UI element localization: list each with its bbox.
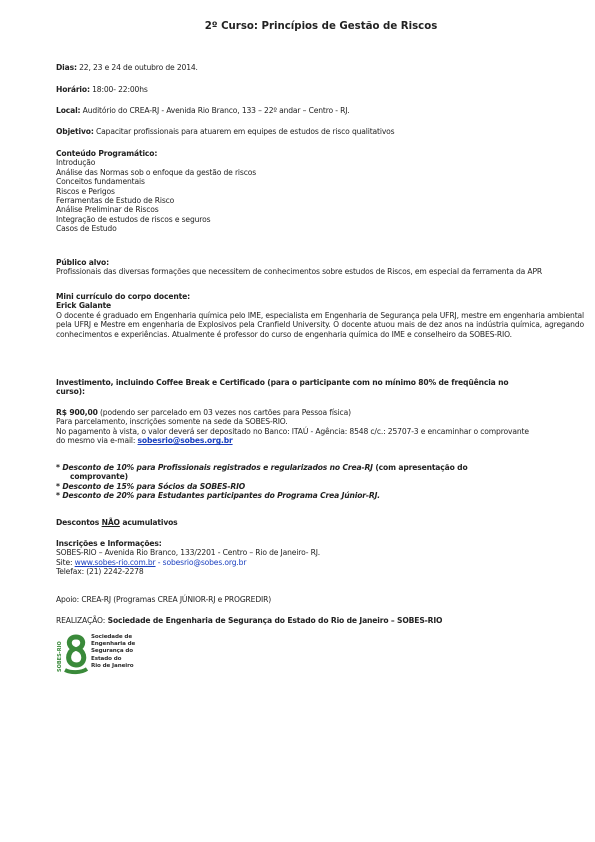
horario-label: Horário: [56,85,90,94]
conteudo-item: Introdução [56,158,96,168]
investimento-heading-line2: curso): [56,387,85,397]
investimento-heading-line1: Investimento, incluindo Coffee Break e Certificado (para o participante com no mínimo 80% de freqüência no [56,378,509,387]
curriculo-heading [56,292,190,311]
desconto-1-cont: comprovante) [70,472,128,482]
curriculo-text: O docente é graduado em Engenharia química pelo IME, especialista em Engenharia de Segurança pela UFRJ, mestre em engenharia ambiental pela UFRJ e Mestre em engenharia de Explosivos pela Cranfield University. O docente atuou mais de dez anos na indústria química, agregando conhecimentos e experiências. Atualmente é professor do curso de engenharia química do IME e conselheiro da SOBES-RIO. [56,311,584,339]
local-line [56,106,350,115]
conteudo-item: Ferramentas de Estudo de Risco [56,196,175,206]
page-title: 2º Curso: Princípios de Gestão de Riscos [204,21,438,32]
logo-line: Segurança do [91,648,134,655]
descontos-nao-acumulativos [56,518,178,527]
apoio-line: Apoio: CREA-RJ (Programas CREA JÚNIOR-RJ e PROGREDIR) [56,595,272,604]
conteudo-item: Conceitos fundamentais [56,177,145,187]
local-label: Local: [56,106,81,115]
price: R$ 900,00 [56,408,98,417]
logo-line: Sociedade de [91,634,133,640]
parcelamento-text: Para parcelamento, inscrições somente na sede da SOBES-RIO. [56,417,288,427]
publico-text: Profissionais das diversas formações que necessitem de conhecimentos sobre estudos de Riscos, em especial da ferramenta da APR [56,267,543,277]
conteudo-item: Riscos e Perigos [56,186,115,196]
conteudo-section [56,149,256,234]
dias-value: 22, 23 e 24 de outubro de 2014. [76,63,198,72]
investimento-heading [56,378,508,397]
conteudo-item: Casos de Estudo [56,224,117,234]
pagamento-email-prefix: do mesmo via e-mail: [56,436,138,446]
realizacao-value: Sociedade de Engenharia de Segurança do Estado do Rio de Janeiro – SOBES-RIO [105,616,443,625]
sobes-rio-logo [55,632,155,676]
realizacao-line [56,616,442,625]
inscricoes-section [56,539,320,577]
publico-section [56,258,542,277]
sobes-logo-icon [55,632,91,676]
desconto-1-text: * Desconto de 10% para Profissionais registrados e regularizados no Crea-RJ [56,463,373,472]
site-prefix: Site: [56,557,75,567]
desconto-item-2: * Desconto de 15% para Sócios da SOBES-RIO [56,481,246,491]
conteudo-list [56,158,256,233]
dias-line [56,63,198,72]
conteudo-item: Análise Preliminar de Riscos [56,205,159,215]
docente-name: Erick Galante [56,301,112,311]
site-link[interactable]: www.sobes-rio.com.br [74,557,156,567]
realizacao-label: REALIZAÇÃO: [56,616,106,625]
logo-line: Rio de Janeiro [91,662,134,669]
nao-suffix: acumulativos [119,518,178,527]
payment-email-link[interactable]: sobesrio@sobes.org.br [137,436,233,446]
inscricoes-address: SOBES-RIO – Avenida Rio Branco, 133/2201 - Centro – Rio de Janeiro- RJ. [56,548,321,558]
price-line [56,408,529,417]
objetivo-label: Objetivo: [56,127,94,136]
conteudo-label: Conteúdo Programático: [56,149,158,158]
objetivo-line [56,127,394,136]
desconto-1-note: (com apresentação do [372,463,468,472]
telefax: Telefax: (21) 2242-2278 [56,567,144,577]
contact-email-link[interactable]: sobesrio@sobes.org.br [162,557,247,567]
publico-label: Público alvo: [56,258,109,267]
horario-value: 18:00- 22:00hs [89,85,148,94]
conteudo-item: Análise das Normas sob o enfoque da gestão de riscos [56,167,257,177]
svg-text:SOBES-RIO: SOBES-RIO [57,641,63,672]
nao-prefix: Descontos [56,518,102,527]
logo-line: Estado do [91,655,122,662]
investimento-details [56,408,529,446]
site-separator: - [155,557,163,567]
conteudo-item: Integração de estudos de riscos e seguros [56,214,211,224]
dias-label: Dias: [56,63,77,72]
horario-line [56,85,148,94]
desconto-item-1 [56,463,468,472]
desconto-item-3: * Desconto de 20% para Estudantes participantes do Programa Crea Júnior-RJ. [56,491,381,501]
price-note: (podendo ser parcelado em 03 vezes nos cartões para Pessoa física) [97,408,351,417]
logo-line: Engenharia de [91,641,136,648]
inscricoes-label: Inscrições e Informações: [56,539,162,548]
nao-underlined: NÃO [101,518,120,527]
curriculo-label: Mini currículo do corpo docente: [56,292,190,301]
pagamento-email-line [56,436,529,445]
descontos-list [56,463,468,501]
inscricoes-site-line [56,558,320,567]
pagamento-text: No pagamento à vista, o valor deverá ser depositado no Banco: ITAÚ - Agência: 8548 c/c.: 25707-3 e encaminhar o comprovante [56,426,529,436]
local-value: Auditório do CREA-RJ - Avenida Rio Branco, 133 – 22º andar – Centro - RJ. [80,106,350,115]
objetivo-value: Capacitar profissionais para atuarem em equipes de estudos de risco qualitativos [93,127,395,136]
logo-text [91,634,135,670]
